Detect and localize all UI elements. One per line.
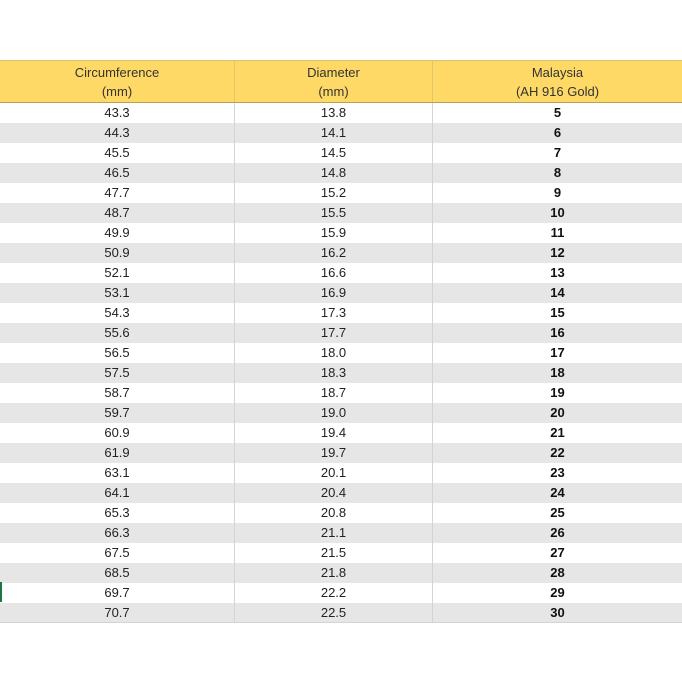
- table-row: [0, 563, 682, 583]
- malaysia-size-cell[interactable]: 19: [550, 385, 565, 400]
- table-row: [0, 483, 682, 503]
- table-row: [0, 423, 682, 443]
- malaysia-size-cell[interactable]: 27: [550, 545, 565, 560]
- diameter-cell[interactable]: 20.4: [235, 483, 433, 503]
- malaysia-size-cell[interactable]: 28: [550, 565, 565, 580]
- table-row: [0, 283, 682, 303]
- table-row: [0, 203, 682, 223]
- diameter-cell[interactable]: 20.1: [235, 463, 433, 483]
- diameter-cell[interactable]: 14.5: [235, 143, 433, 163]
- malaysia-size-cell[interactable]: 23: [550, 465, 565, 480]
- diameter-cell[interactable]: 16.6: [235, 263, 433, 283]
- diameter-cell[interactable]: 15.5: [235, 203, 433, 223]
- table-body: [0, 103, 682, 623]
- diameter-cell[interactable]: 22.5: [235, 603, 433, 623]
- circumference-cell[interactable]: 48.7: [0, 203, 235, 223]
- table-row: [0, 223, 682, 243]
- circumference-cell[interactable]: 65.3: [0, 503, 235, 523]
- circumference-cell[interactable]: 53.1: [0, 283, 235, 303]
- header-malaysia[interactable]: [433, 61, 682, 102]
- header-malaysia-title: Malaysia: [531, 64, 584, 80]
- circumference-cell[interactable]: 66.3: [0, 523, 235, 543]
- circumference-cell[interactable]: 54.3: [0, 303, 235, 323]
- ring-size-table: [0, 60, 682, 623]
- malaysia-size-cell[interactable]: 6: [553, 125, 562, 140]
- circumference-cell[interactable]: 47.7: [0, 183, 235, 203]
- circumference-cell[interactable]: 57.5: [0, 363, 235, 383]
- circumference-cell[interactable]: 52.1: [0, 263, 235, 283]
- table-bottom-border: [0, 622, 682, 623]
- diameter-cell[interactable]: 21.5: [235, 543, 433, 563]
- malaysia-size-cell[interactable]: 7: [553, 145, 562, 160]
- malaysia-size-cell[interactable]: 20: [550, 405, 565, 420]
- diameter-cell[interactable]: 18.0: [235, 343, 433, 363]
- table-row: [0, 123, 682, 143]
- malaysia-size-cell[interactable]: 17: [550, 345, 565, 360]
- diameter-cell[interactable]: 13.8: [235, 103, 433, 123]
- circumference-cell[interactable]: 70.7: [0, 603, 235, 623]
- circumference-cell[interactable]: 46.5: [0, 163, 235, 183]
- table-row: [0, 583, 682, 603]
- header-circumference-unit: (mm): [101, 83, 133, 99]
- header-diameter-unit: (mm): [318, 83, 349, 99]
- diameter-cell[interactable]: 15.9: [235, 223, 433, 243]
- diameter-cell[interactable]: 21.1: [235, 523, 433, 543]
- diameter-cell[interactable]: 16.9: [235, 283, 433, 303]
- circumference-cell[interactable]: 68.5: [0, 563, 235, 583]
- table-row: [0, 463, 682, 483]
- circumference-cell[interactable]: 67.5: [0, 543, 235, 563]
- malaysia-size-cell[interactable]: 14: [550, 285, 565, 300]
- malaysia-size-cell[interactable]: 11: [550, 225, 565, 240]
- table-row: [0, 503, 682, 523]
- table-row: [0, 543, 682, 563]
- header-malaysia-subtitle: (AH 916 Gold): [515, 83, 600, 99]
- diameter-cell[interactable]: 14.8: [235, 163, 433, 183]
- table-row: [0, 383, 682, 403]
- table-row: [0, 263, 682, 283]
- diameter-cell[interactable]: 15.2: [235, 183, 433, 203]
- diameter-cell[interactable]: 17.3: [235, 303, 433, 323]
- malaysia-size-cell[interactable]: 29: [550, 585, 565, 600]
- circumference-cell[interactable]: 64.1: [0, 483, 235, 503]
- table-row: [0, 443, 682, 463]
- malaysia-size-cell[interactable]: 26: [550, 525, 565, 540]
- circumference-cell[interactable]: 50.9: [0, 243, 235, 263]
- malaysia-size-cell[interactable]: 25: [550, 505, 565, 520]
- diameter-cell[interactable]: 21.8: [235, 563, 433, 583]
- circumference-cell[interactable]: 55.6: [0, 323, 235, 343]
- circumference-cell[interactable]: 49.9: [0, 223, 235, 243]
- diameter-cell[interactable]: 20.8: [235, 503, 433, 523]
- table-row: [0, 323, 682, 343]
- table-row: [0, 363, 682, 383]
- circumference-cell[interactable]: 59.7: [0, 403, 235, 423]
- table-row: [0, 603, 682, 623]
- diameter-cell[interactable]: 18.7: [235, 383, 433, 403]
- malaysia-size-cell[interactable]: 10: [550, 205, 565, 220]
- malaysia-size-cell[interactable]: 22: [550, 445, 565, 460]
- header-circumference[interactable]: [0, 61, 235, 102]
- table-header: [0, 60, 682, 103]
- diameter-cell[interactable]: 19.7: [235, 443, 433, 463]
- diameter-cell[interactable]: 18.3: [235, 363, 433, 383]
- circumference-cell[interactable]: 43.3: [0, 103, 235, 123]
- table-row: [0, 523, 682, 543]
- malaysia-size-cell[interactable]: 21: [550, 425, 565, 440]
- malaysia-size-cell[interactable]: 9: [553, 185, 562, 200]
- table-row: [0, 243, 682, 263]
- malaysia-size-cell[interactable]: 30: [550, 605, 565, 620]
- diameter-cell[interactable]: 16.2: [235, 243, 433, 263]
- header-circumference-title: Circumference: [74, 64, 160, 80]
- circumference-cell[interactable]: 58.7: [0, 383, 235, 403]
- malaysia-size-cell[interactable]: 18: [550, 365, 565, 380]
- malaysia-size-cell[interactable]: 24: [550, 485, 565, 500]
- table-row: [0, 183, 682, 203]
- malaysia-size-cell[interactable]: 5: [553, 105, 562, 120]
- table-row: [0, 103, 682, 123]
- malaysia-size-cell[interactable]: 8: [553, 165, 562, 180]
- circumference-cell[interactable]: 56.5: [0, 343, 235, 363]
- circumference-cell[interactable]: 45.5: [0, 143, 235, 163]
- circumference-cell[interactable]: 69.7: [0, 583, 235, 603]
- circumference-cell[interactable]: 63.1: [0, 463, 235, 483]
- row-selection-indicator: [0, 582, 2, 602]
- table-row: [0, 403, 682, 423]
- header-diameter[interactable]: [235, 61, 433, 102]
- diameter-cell[interactable]: 14.1: [235, 123, 433, 143]
- malaysia-size-cell[interactable]: 15: [550, 305, 565, 320]
- diameter-cell[interactable]: 22.2: [235, 583, 433, 603]
- table-row: [0, 343, 682, 363]
- diameter-cell[interactable]: 19.4: [235, 423, 433, 443]
- malaysia-size-cell[interactable]: 13: [550, 265, 565, 280]
- malaysia-size-cell[interactable]: 12: [550, 245, 565, 260]
- table-row: [0, 303, 682, 323]
- circumference-cell[interactable]: 61.9: [0, 443, 235, 463]
- circumference-cell[interactable]: 60.9: [0, 423, 235, 443]
- diameter-cell[interactable]: 19.0: [235, 403, 433, 423]
- table-row: [0, 143, 682, 163]
- malaysia-size-cell[interactable]: 16: [550, 325, 565, 340]
- diameter-cell[interactable]: 17.7: [235, 323, 433, 343]
- header-diameter-title: Diameter: [307, 64, 360, 80]
- circumference-cell[interactable]: 44.3: [0, 123, 235, 143]
- table-row: [0, 163, 682, 183]
